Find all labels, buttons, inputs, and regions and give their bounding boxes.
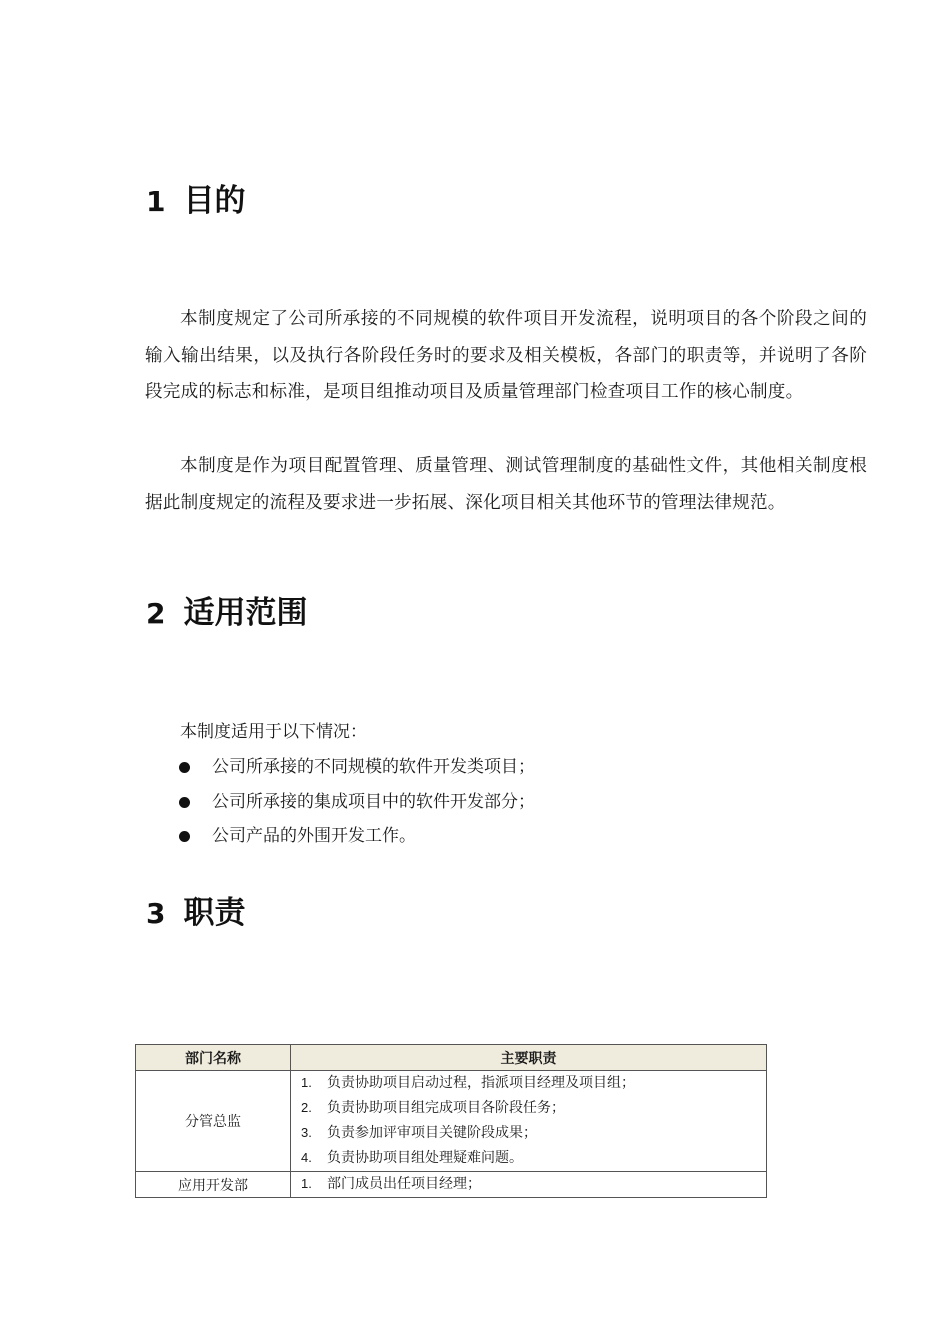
duty-text: 负责协助项目组处理疑难问题。 bbox=[327, 1150, 523, 1166]
duty-number: 1. bbox=[301, 1075, 312, 1090]
list-item bbox=[176, 823, 535, 858]
duties-table bbox=[135, 1044, 767, 1198]
bullet-icon bbox=[179, 831, 190, 842]
section-number: 2 bbox=[146, 597, 166, 630]
list-item-text: 公司产品的外围开发工作。 bbox=[212, 826, 416, 846]
duty-number: 1. bbox=[301, 1176, 312, 1191]
duty-text: 负责协助项目组完成项目各阶段任务； bbox=[327, 1100, 565, 1116]
table-row bbox=[136, 1172, 767, 1198]
purpose-paragraph-1: 本制度规定了公司所承接的不同规模的软件项目开发流程，说明项目的各个阶段之间的输入输出结果，以及执行各阶段任务时的要求及相关模板，各部门的职责等，并说明了各阶段完成的标志和标准，是项目组推动项目及质量管理部门检查项目工作的核心制度。 bbox=[145, 309, 867, 402]
duty-text: 负责参加评审项目关键阶段成果； bbox=[327, 1125, 537, 1141]
table-row bbox=[136, 1071, 767, 1172]
duty-item bbox=[291, 1146, 766, 1171]
section-heading-scope bbox=[146, 593, 307, 634]
bullet-icon bbox=[179, 797, 190, 808]
section-heading-purpose bbox=[146, 181, 245, 222]
list-item-text: 公司所承接的不同规模的软件开发类项目； bbox=[212, 757, 535, 777]
section-title: 职责 bbox=[183, 895, 246, 931]
table-header-row bbox=[136, 1045, 767, 1071]
duty-text: 部门成员出任项目经理； bbox=[327, 1176, 481, 1192]
bullet-icon bbox=[179, 762, 190, 773]
duties-cell bbox=[291, 1071, 767, 1172]
section-title: 适用范围 bbox=[183, 595, 308, 631]
department-cell: 分管总监 bbox=[136, 1071, 291, 1172]
duty-text: 负责协助项目启动过程，指派项目经理及项目组； bbox=[327, 1075, 635, 1091]
section-number: 1 bbox=[146, 185, 166, 218]
list-item-text: 公司所承接的集成项目中的软件开发部分； bbox=[212, 791, 535, 812]
duties-list bbox=[291, 1071, 766, 1171]
duty-number: 2. bbox=[301, 1100, 312, 1115]
duties-list bbox=[291, 1172, 766, 1197]
column-header-duties: 主要职责 bbox=[291, 1045, 767, 1071]
duty-number: 4. bbox=[301, 1150, 312, 1165]
scope-list bbox=[176, 754, 535, 858]
list-item bbox=[176, 754, 535, 789]
section-heading-duties bbox=[146, 893, 245, 934]
duty-item bbox=[291, 1121, 766, 1146]
duty-item bbox=[291, 1096, 766, 1121]
duty-number: 3. bbox=[301, 1125, 312, 1140]
section-title: 目的 bbox=[183, 183, 246, 219]
section-number: 3 bbox=[146, 897, 166, 930]
duty-item bbox=[291, 1071, 766, 1096]
list-item bbox=[176, 789, 535, 824]
duty-item bbox=[291, 1172, 766, 1197]
department-cell: 应用开发部 bbox=[136, 1172, 291, 1198]
column-header-department: 部门名称 bbox=[136, 1045, 291, 1071]
duties-cell bbox=[291, 1172, 767, 1198]
purpose-paragraph-2: 本制度是作为项目配置管理、质量管理、测试管理制度的基础性文件，其他相关制度根据此制度规定的流程及要求进一步拓展、深化项目相关其他环节的管理法律规范。 bbox=[145, 456, 867, 513]
scope-intro: 本制度适用于以下情况： bbox=[180, 722, 367, 742]
